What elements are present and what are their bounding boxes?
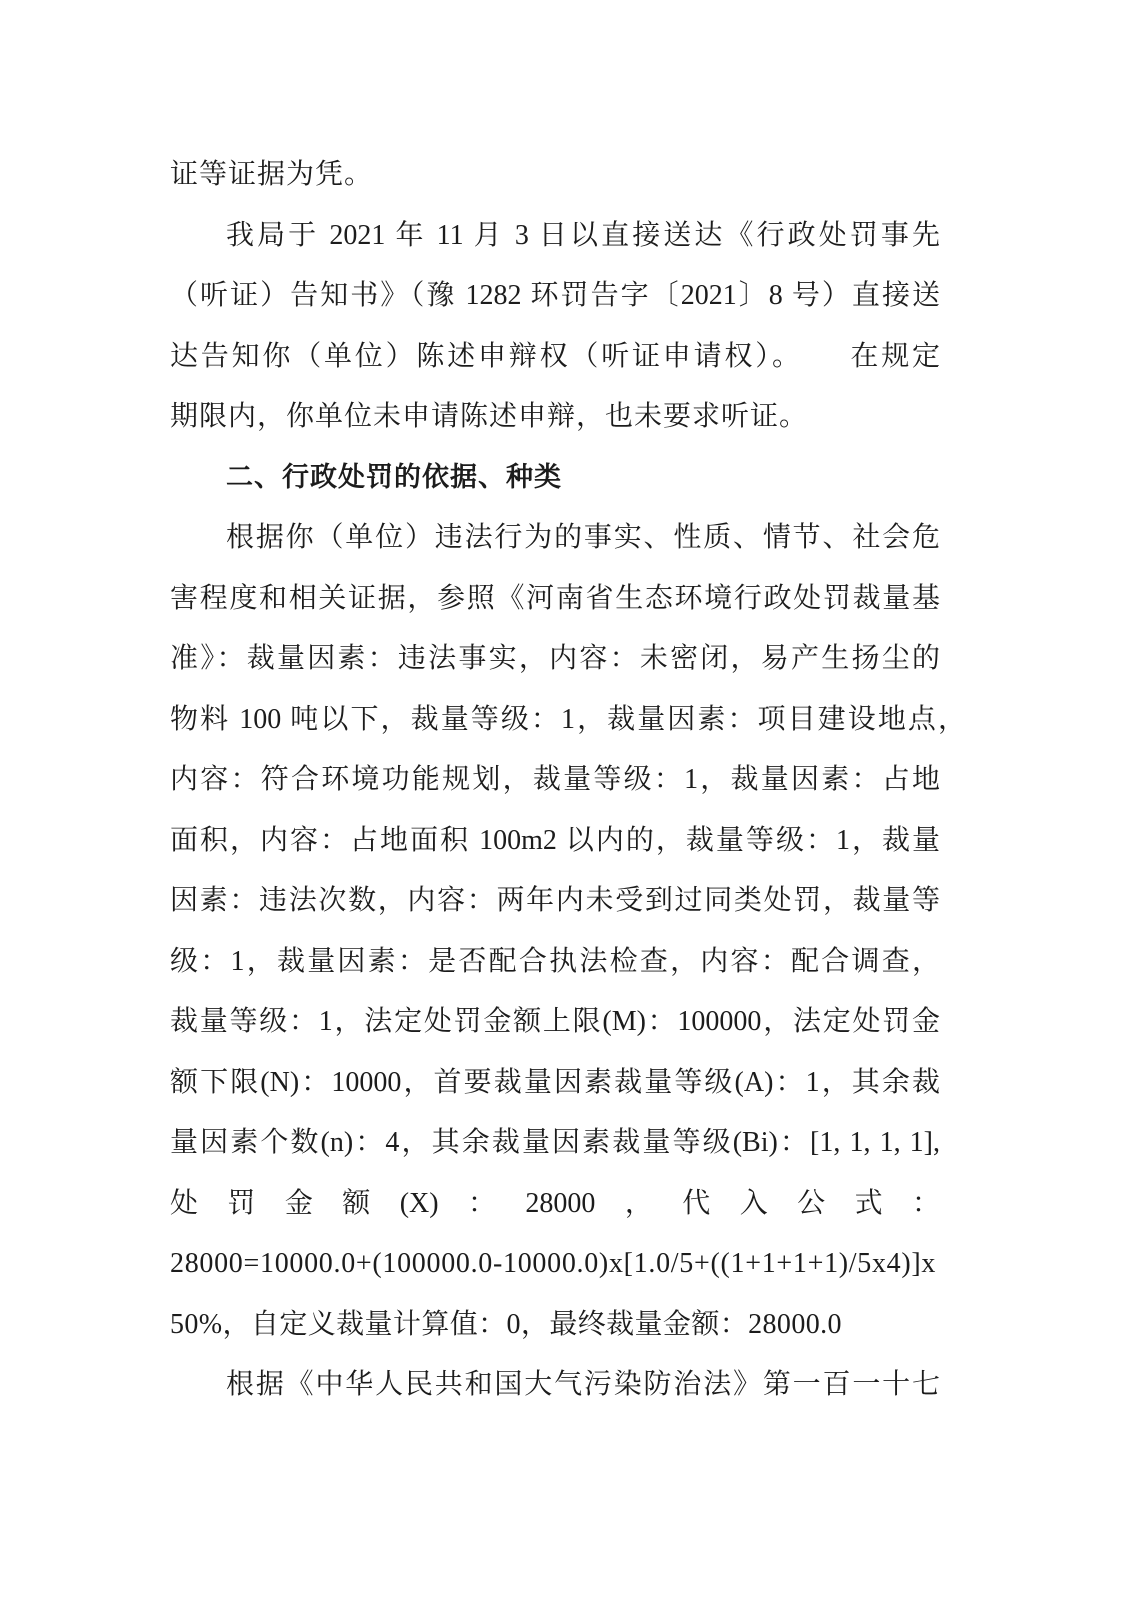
basis-paragraph: [170, 508, 966, 1355]
text-line: 期限内，你单位未申请陈述申辩，也未要求听证。: [170, 401, 809, 432]
text-line: 处罚金额(X)：28000，代入公式：: [170, 1187, 940, 1219]
text-line: 裁量等级：1，法定处罚金额上限(M)：100000，法定处罚金: [170, 1006, 940, 1037]
continued-paragraph: [170, 145, 940, 206]
text-line: 物料 100 吨以下，裁量等级：1，裁量因素：项目建设地点，: [170, 703, 966, 735]
law-paragraph: [170, 1355, 940, 1416]
text-line: 面积，内容：占地面积 100m2 以内的，裁量等级：1，裁量: [170, 824, 940, 856]
document-body: [170, 145, 966, 1416]
text-line: （听证）告知书》（豫 1282 环罚告字〔2021〕8 号）直接送: [170, 280, 940, 311]
text-line: 因素：违法次数，内容：两年内未受到过同类处罚，裁量等: [170, 885, 940, 916]
text-line: 量因素个数(n)：4，其余裁量因素裁量等级(Bi)：[1, 1, 1, 1],: [170, 1127, 940, 1158]
text-line: 证等证据为凭。: [170, 159, 374, 190]
text-line: 50%，自定义裁量计算值：0，最终裁量金额：28000.0: [170, 1308, 842, 1340]
text-line: 达告知你（单位）陈述申辩权（听证申请权）。 在规定: [170, 340, 940, 372]
text-line: 根据《中华人民共和国大气污染防治法》第一百一十七: [226, 1369, 940, 1400]
text-line: 害程度和相关证据，参照《河南省生态环境行政处罚裁量基: [170, 582, 940, 614]
notice-paragraph: [170, 206, 940, 448]
section-heading: 二、行政处罚的依据、种类: [226, 461, 562, 493]
text-line: 额下限(N)：10000，首要裁量因素裁量等级(A)：1，其余裁: [170, 1066, 940, 1098]
text-line: 准》：裁量因素：违法事实，内容：未密闭，易产生扬尘的: [170, 643, 940, 674]
text-line: 内容：符合环境功能规划，裁量等级：1，裁量因素：占地: [170, 764, 940, 795]
text-line: 根据你（单位）违法行为的事实、性质、情节、社会危: [226, 522, 940, 553]
text-line: 我局于 2021 年 11 月 3 日以直接送达《行政处罚事先: [226, 219, 940, 251]
formula-line: 28000=10000.0+(100000.0-10000.0)x[1.0/5+((1+1+1+1)/5x4)]x: [170, 1248, 937, 1279]
text-line: 级：1，裁量因素：是否配合执法检查，内容：配合调查，: [170, 945, 940, 977]
